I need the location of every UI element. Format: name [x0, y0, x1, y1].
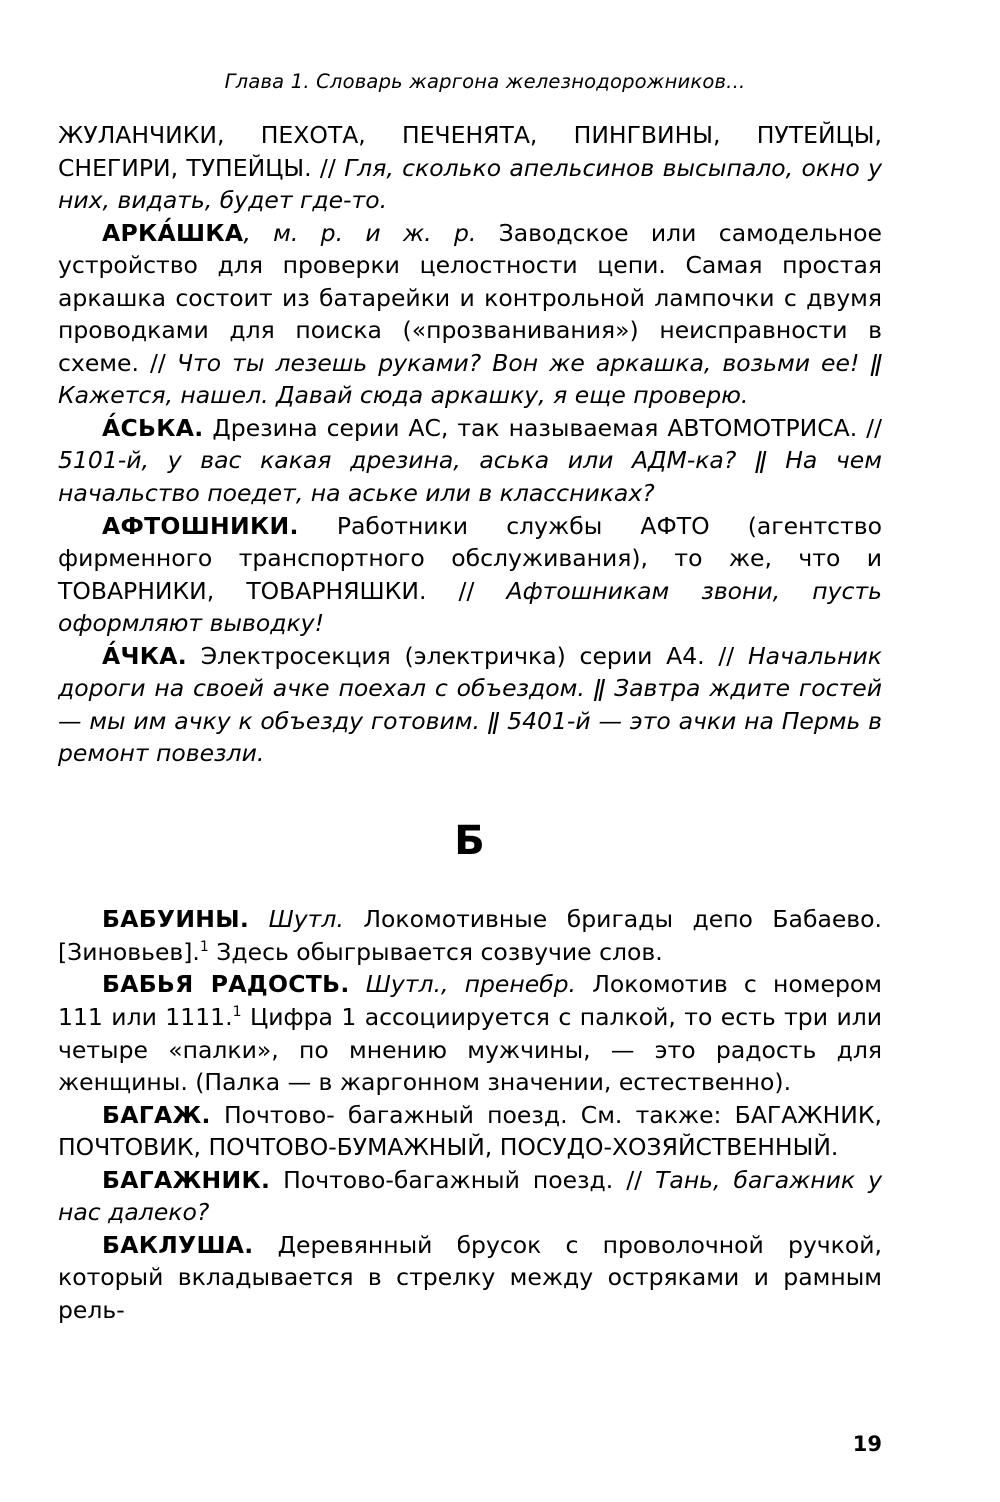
headword: АФТОШНИКИ. [102, 511, 299, 540]
entry-continuation [58, 119, 882, 217]
definition: Работники службы АФТО (агентство фирменного транспортного обслуживания), то же, что и ТОВАРНИКИ, ТОВАРНЯШКИ. // [58, 511, 882, 605]
definition: Деревянный брусок с проволочной ручкой, который вкладывается в стрелку между остряками и рамным рель- [58, 1230, 882, 1324]
entry-bagazhnik [58, 1164, 882, 1229]
entry-babuiny [58, 903, 882, 968]
entry-achka [58, 640, 882, 770]
style-label: Шутл., пренебр. [349, 970, 577, 999]
continuation-example: Гля, сколько апельсинов высыпало, окно у них, видать, будет где-то. [58, 153, 882, 215]
example: Афтошникам звони, пусть оформляют выводку! [58, 576, 883, 638]
example: Тань, багажник у нас далеко? [58, 1165, 882, 1227]
definition: Дрезина серии АС, так называемая АВТОМОТРИСА. // [203, 413, 882, 442]
headword: А́ЧКА. [102, 641, 188, 670]
footnote-text: Здесь обыгрывается созвучие слов. [208, 937, 663, 966]
entry-aftoshniki [58, 510, 882, 640]
headword: БАГАЖ. [102, 1100, 211, 1129]
continuation-headwords: ЖУЛАНЧИКИ, ПЕХОТА, ПЕЧЕНЯТА, ПИНГВИНЫ, ПУТЕЙЦЫ, СНЕГИРИ, ТУПЕЙЦЫ. // [58, 121, 882, 182]
headword: БАБЬЯ РАДОСТЬ. [102, 970, 350, 999]
headword: БАБУИНЫ. [102, 905, 250, 934]
document-body [58, 119, 882, 1326]
running-head: Глава 1. Словарь жаргона железнодорожников... [224, 70, 746, 93]
entry-babya-radost [58, 968, 882, 1098]
definition: Почтово-багажный поезд. // [270, 1165, 656, 1194]
definition: Локомотив с номером 111 или 1111. [58, 970, 882, 1031]
headword: БАГАЖНИК. [102, 1165, 271, 1194]
entry-aska [58, 412, 882, 510]
headword: АРКА́ШКА [102, 218, 244, 247]
footnote-marker: 1 [199, 939, 209, 956]
example: Что ты лезешь руками? Вон же аркашка, возьми ее! ǁ Кажется, нашел. Давай сюда аркашку, я еще проверю. [58, 348, 883, 410]
headword: А́СЬКА. [102, 413, 204, 442]
entry-baklusha [58, 1229, 882, 1327]
definition: Локомотивные бригады депо Бабаево.[Зиновьев]. [58, 905, 883, 966]
section-letter-heading: Б [454, 817, 486, 864]
footnote-text: Цифра 1 ассоциируется с палкой, то есть три или четыре «палки», по мнению мужчины, — это радость для женщины. (Палка — в жаргонном значении, естественно). [58, 1002, 883, 1097]
definition: Почтово- багажный поезд. См. также: БАГАЖНИК, ПОЧТОВИК, ПОЧТОВО-БУМАЖНЫЙ, ПОСУДО-ХОЗЯЙСТВЕННЫЙ. [58, 1100, 882, 1162]
definition: Заводское или самодельное устройство для проверки целостности цепи. Самая простая аркашка состоит из батарейки и контрольной лампочки с двумя проводками для поиска («прозванивания») неисправности в схеме. // [58, 218, 882, 377]
definition: Электросекция (электричка) серии А4. // [187, 641, 748, 670]
footnote-marker: 1 [232, 1004, 242, 1021]
entry-bagazh [58, 1099, 882, 1164]
example: Начальник дороги на своей ачке поехал с объездом. ǁ Завтра ждите гостей — мы им ачку к объезду готовим. ǁ 5401-й — это ачки на Пермь в ремонт повезли. [58, 641, 882, 768]
page-number: 19 [852, 1432, 882, 1456]
entry-arkashka [58, 217, 882, 412]
headword: БАКЛУША. [102, 1230, 254, 1259]
style-label: Шутл. [249, 905, 344, 934]
example: 5101-й, у вас какая дрезина, аська или АДМ-ка? ǁ На чем начальство поедет, на аське или в классниках? [58, 446, 882, 508]
grammar-label: , м. р. и ж. р. [243, 218, 477, 247]
